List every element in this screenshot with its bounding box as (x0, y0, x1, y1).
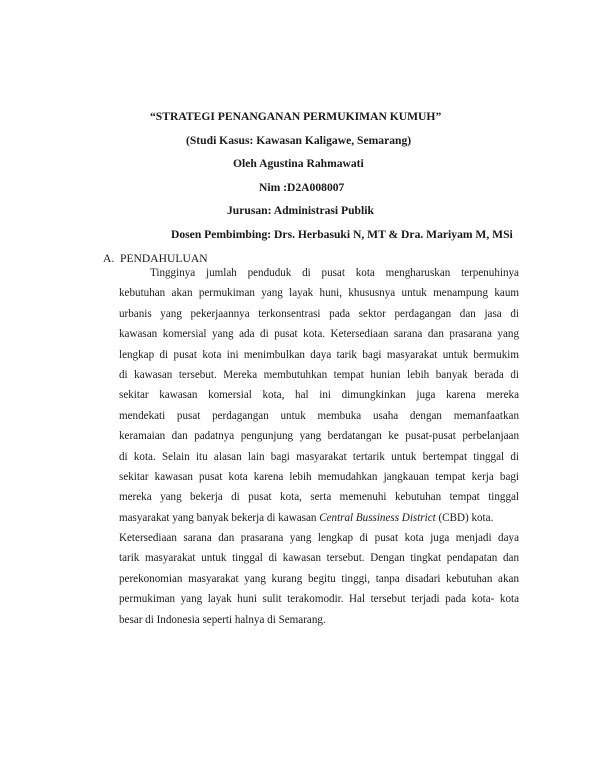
paragraph-line: Tingginya jumlah penduduk di pusat kota mengharuskan terpenuhinya (150, 267, 519, 279)
paragraph-line: urbanis yang pekerjaannya terkonsentrasi pada sektor perdagangan dan jasa di (119, 307, 519, 320)
paragraph-line: keramaian dan padatnya pengunjung yang berdatangan ke pusat-pusat perbelanjaan (119, 430, 519, 443)
paragraph-line: kawasan komersial yang ada di pusat kota. Ketersediaan sarana dan prasarana yang (119, 328, 519, 341)
paragraph-line: Ketersediaan sarana dan prasarana yang lengkap di pusat kota juga menjadi daya (119, 532, 519, 545)
author-line: Oleh Agustina Rahmawati (233, 157, 364, 170)
supervisor-line: Dosen Pembimbing: Drs. Herbasuki N, MT & Dra. Mariyam M, MSi (171, 228, 513, 241)
paragraph-line: sekitar kawasan komersial kota, hal ini dimungkinkan juga karena mereka (119, 389, 519, 402)
paragraph-line: di kota. Selain itu alasan lain bagi masyarakat tertarik untuk bertempat tinggal di (119, 450, 519, 463)
paragraph-line: perekonomian masyarakat yang kurang begitu tinggi, tanpa disadari kebutuhan akan (119, 572, 519, 585)
body-paragraph (119, 263, 519, 630)
paragraph-line: mendekati pusat perdagangan untuk membuka usaha dengan memanfaatkan (119, 409, 519, 422)
cbd-term: Central Bussiness District (319, 511, 436, 524)
cbd-line-suffix: (CBD) kota. (435, 511, 494, 524)
paragraph-line: di kawasan tersebut. Mereka membutuhkan tempat hunian lebih banyak berada di (119, 368, 519, 381)
paragraph-line: tarik masyarakat untuk tinggal di kawasan tersebut. Dengan tingkat pendapatan dan (119, 552, 519, 565)
cbd-line-prefix: masyarakat yang banyak bekerja di kawasan (119, 511, 320, 524)
section-title: PENDAHULUAN (120, 252, 208, 265)
paragraph-line: mereka yang bekerja di pusat kota, serta memenuhi kebutuhan tempat tinggal (119, 491, 519, 504)
paragraph-line-cbd (119, 508, 519, 528)
section-number: A. (103, 252, 115, 265)
paragraph-line: sekitar kawasan pusat kota karena lebih memudahkan jangkauan tempat kerja bagi (119, 470, 519, 483)
paragraph-line: lengkap di pusat kota ini menimbulkan daya tarik bagi masyarakat untuk bermukim (119, 348, 519, 361)
paper-title: “STRATEGI PENANGANAN PERMUKIMAN KUMUH” (150, 110, 442, 123)
paragraph-line: kebutuhan akan permukiman yang layak huni, khususnya untuk menampung kaum (119, 287, 519, 300)
department-line: Jurusan: Administrasi Publik (227, 204, 374, 217)
paragraph-last-line: besar di Indonesia seperti halnya di Semarang. (119, 613, 326, 626)
paper-subtitle: (Studi Kasus: Kawasan Kaligawe, Semarang) (186, 134, 412, 147)
paragraph-line: permukiman yang layak huni sulit terakomodir. Hal tersebut terjadi pada kota- kota (119, 593, 519, 606)
nim-line: Nim :D2A008007 (259, 181, 345, 194)
